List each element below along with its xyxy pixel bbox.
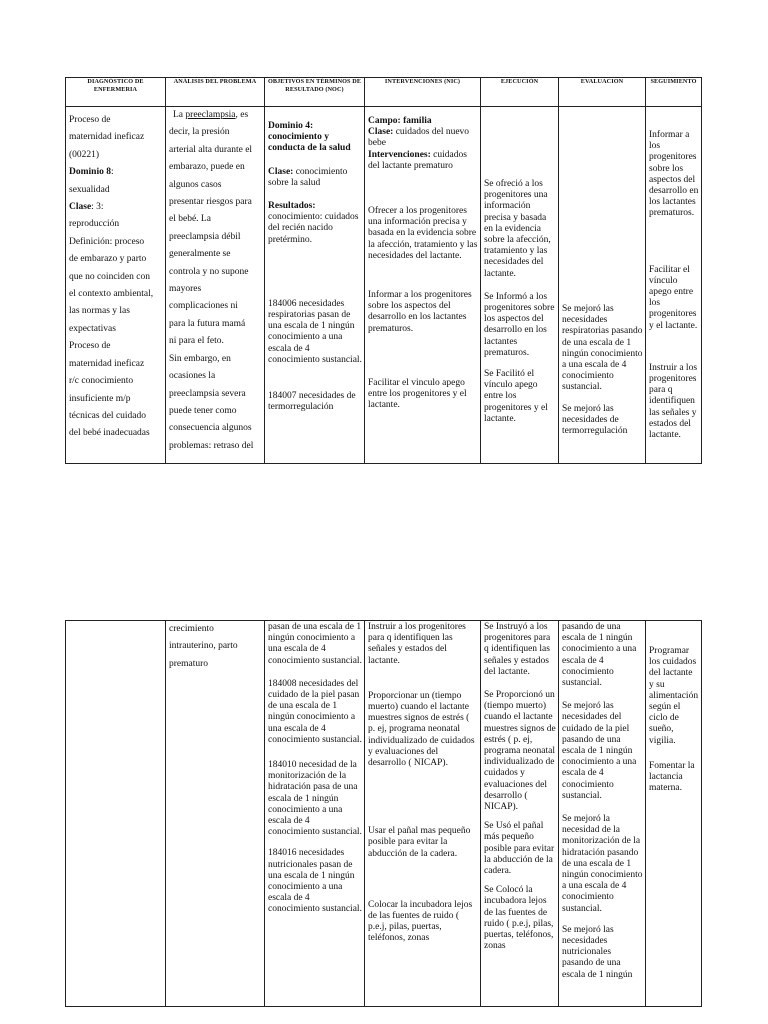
intervenciones-cell-continued: Instruir a los progenitores para q identifiquen las señales y estados del lactante. Proporcionar un (tiempo muerto) cuando el lactante muestres signos de estrés ( p. ej, programa neonatal individualizado de cuidados y evaluaciones del desarrollo ( NICAP). Usar el pañal mas pequeño posible para evitar la abducción de la cadera. Colocar la incubadora lejos de las fuentes de ruido ( p.e.j, pilas, puertas, teléfonos, zonas — [365, 621, 481, 1007]
header-intervenciones: INTERVENCIONES (NIC) — [365, 78, 481, 107]
header-diagnostico: DIAGNÓSTICO DE ENFERMERIA — [66, 78, 166, 107]
intervenciones-cell: Campo: familia Clase: cuidados del nuevo bebe Intervenciones: cuidados del lactante prematuro Ofrecer a los progenitores una información precisa y basada en la evidencia sobre la afección, tratamiento y las necesidades del lactante. Informar a los progenitores sobre los aspectos del desarrollo en los lactantes prematuros. Facilitar el vinculo apego entre los progenitores y el lactante. — [365, 107, 481, 464]
ejecucion-cell: Se ofreció a los progenitores una información precisa y basada en la evidencia sobre la afección, tratamiento y las necesidades del lactante. Se Informó a los progenitores sobre los aspectos del desarrollo en los lactantes prematuros. Se Facilitó el vínculo apego entre los progenitores y el lactante. — [481, 107, 559, 464]
seguimiento-cell-continued: Programar los cuidados del lactante y su alimentación según el ciclo de sueño, vigilia. Fomentar la lactancia materna. — [646, 621, 702, 1007]
content-row — [66, 107, 702, 464]
objetivos-cell: Dominio 4: conocimiento y conducta de la salud Clase: conocimiento sobre la salud Resultados: conocimiento: cuidados del recién nacido pretérmino. 184006 necesidades respiratorias pasan de una escala de 1 ningún conocimiento a una escala de 4 conocimiento sustancial. 184007 necesidades de termorregulación — [265, 107, 365, 464]
care-plan-table-page-1 — [65, 77, 702, 464]
seguimiento-cell: Informar a los progenitores sobre los aspectos del desarrollo en los lactantes prematuros. Facilitar el vínculo apego entre los progenitores y el lactante. Instruir a los progenitores para q identifiquen las señales y estados del lactante. — [646, 107, 702, 464]
analisis-cell-continued: crecimiento intrauterino, parto prematuro — [166, 621, 265, 1007]
care-plan-table-page-2 — [65, 620, 702, 1007]
content-row — [66, 621, 702, 1007]
analisis-cell: La preeclampsia, es decir, la presión arterial alta durante el embarazo, puede en algunos casos presentar riesgos para el bebé. La preeclampsia débil generalmente se controla y no supone mayores complicaciones ni para la futura mamá ni para el feto. Sin embargo, en ocasiones la preeclampsia severa puede tener como consecuencia algunos problemas: retraso del — [166, 107, 265, 464]
header-evaluacion: EVALUACION — [559, 78, 646, 107]
evaluacion-cell: Se mejoró las necesidades respiratorias pasando de una escala de 1 ningún conocimiento a una escala de 4 conocimiento sustancial. Se mejoró las necesidades de termorregulación — [559, 107, 646, 464]
diagnostico-cell: Proceso de maternidad ineficaz (00221) Dominio 8: sexualidad Clase: 3: reproducción Definición: proceso de embarazo y parto que no coinciden con el contexto ambiental, las normas y las expectativas Proceso de maternidad ineficaz r/c conocimiento insuficiente m/p técnicas del cuidado del bebé inadecuadas — [66, 107, 166, 464]
header-analisis: ANÁLISIS DEL PROBLEMA — [166, 78, 265, 107]
header-seguimiento: SEGUIMIENTO — [646, 78, 702, 107]
header-objetivos: OBJETIVOS EN TÉRMINOS DE RESULTADO (NOC) — [265, 78, 365, 107]
diagnostico-cell-continued — [66, 621, 166, 1007]
objetivos-cell-continued: pasan de una escala de 1 ningún conocimiento a una escala de 4 conocimiento sustancial. 184008 necesidades del cuidado de la piel pasan de una escala de 1 ningún conocimiento a una escala de 4 conocimiento sustancial. 184010 necesidad de la monitorización de la hidratación pasa de una escala de 1 ningún conocimiento a una escala de 4 conocimiento sustancial. 184016 necesidades nutricionales pasan de una escala de 1 ningún conocimiento a una escala de 4 conocimiento sustancial. — [265, 621, 365, 1007]
evaluacion-cell-continued: pasando de una escala de 1 ningún conocimiento a una escala de 4 conocimiento sustancial. Se mejoró las necesidades del cuidado de la piel pasando de una escala de 1 ningún conocimiento a una escala de 4 conocimiento sustancial. Se mejoró la necesidad de la monitorización de la hidratación pasando de una escala de 1 ningún conocimiento a una escala de 4 conocimiento sustancial. Se mejoró las necesidades nutricionales pasando de una escala de 1 ningún — [559, 621, 646, 1007]
header-ejecucion: EJECUCIÓN — [481, 78, 559, 107]
ejecucion-cell-continued: Se Instruyó a los progenitores para q identifiquen las señales y estados del lactante. Se Proporcionó un (tiempo muerto) cuando el lactante muestres signos de estrés ( p. ej, programa neonatal individualizado de cuidados y evaluaciones del desarrollo ( NICAP). Se Usó el pañal más pequeño posible para evitar la abducción de la cadera. Se Colocó la incubadora lejos de las fuentes de ruido ( p.e.j, pilas, puertas, teléfonos, zonas — [481, 621, 559, 1007]
header-row — [66, 78, 702, 107]
